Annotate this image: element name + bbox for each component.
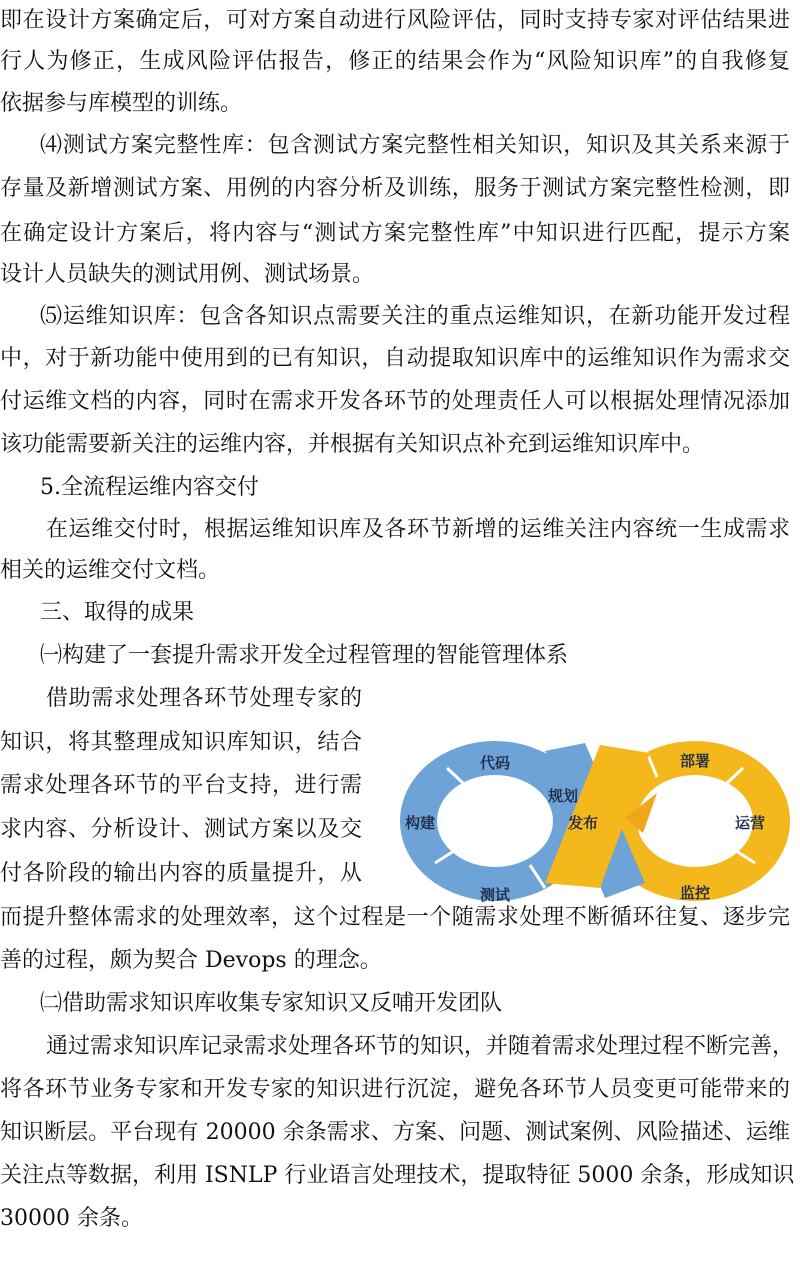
text-line: 依据参与库模型的训练。 xyxy=(0,91,243,116)
text-line: 该功能需要新关注的运维内容，并根据有关知识点补充到运维知识库中。 xyxy=(0,432,705,457)
text-line: 在确定设计方案后，将内容与“测试方案完整性库”中知识进行匹配，提示方案 xyxy=(0,221,790,246)
text-line: 存量及新增测试方案、用例的内容分析及训练，服务于测试方案完整性检测，即 xyxy=(0,176,790,201)
text-line: 即在设计方案确定后，可对方案自动进行风险评估，同时支持专家对评估结果进 xyxy=(0,8,790,33)
paragraph-heading-4: ⑷测试方案完整性库：包含测试方案完整性相关知识，知识及其关系来源于 xyxy=(40,133,790,158)
text-line: 付运维文档的内容，同时在需求开发各环节的处理责任人可以根据处理情况添加 xyxy=(0,389,790,414)
text-line: 而提升整体需求的处理效率，这个过程是一个随需求处理不断循环往复、逐步完 xyxy=(0,905,790,930)
devops-loop-figure xyxy=(395,733,795,908)
text-line: 知识，将其整理成知识库知识，结合 xyxy=(0,730,362,755)
text-line: 将各环节业务专家和开发专家的知识进行沉淀，避免各环节人员变更可能带来的 xyxy=(0,1077,790,1102)
text-line: 求内容、分析设计、测试方案以及交 xyxy=(0,817,362,842)
text-line: 借助需求处理各环节处理专家的 xyxy=(46,686,362,711)
text-line: 关注点等数据，利用 ISNLP 行业语言处理技术，提取特征 5000 余条，形成知识 xyxy=(0,1163,795,1188)
label-fabu: 发布 xyxy=(567,814,599,832)
text-line: 付各阶段的输出内容的质量提升，从 xyxy=(0,861,362,886)
text-line: 设计人员缺失的测试用例、测试场景。 xyxy=(0,262,375,287)
text-line: 善的过程，颇为契合 Devops 的理念。 xyxy=(0,948,382,973)
label-guihua: 规划 xyxy=(547,787,579,805)
label-bushu: 部署 xyxy=(679,752,711,770)
text-line: 在运维交付时，根据运维知识库及各环节新增的运维关注内容统一生成需求 xyxy=(46,517,790,542)
text-line: 30000 余条。 xyxy=(0,1206,143,1231)
label-yunying: 运营 xyxy=(734,814,766,832)
text-line: 行人为修正，生成风险评估报告，修正的结果会作为“风险知识库”的自我修复 xyxy=(0,49,790,74)
label-jiankong: 监控 xyxy=(679,884,711,902)
text-line: 中，对于新功能中使用到的已有知识，自动提取知识库中的运维知识作为需求交 xyxy=(0,346,790,371)
label-goujian: 构建 xyxy=(404,814,436,832)
chapter-heading: 三、取得的成果 xyxy=(40,600,195,625)
text-line: 相关的运维交付文档。 xyxy=(0,558,221,583)
label-daima: 代码 xyxy=(479,754,511,772)
text-line: 通过需求知识库记录需求处理各环节的知识，并随着需求处理过程不断完善， xyxy=(46,1034,795,1059)
subsection-heading: ㈠构建了一套提升需求开发全过程管理的智能管理体系 xyxy=(40,643,569,668)
text-line: 知识断层。平台现有 20000 余条需求、方案、问题、测试案例、风险描述、运维 xyxy=(0,1120,790,1145)
section-heading: 5.全流程运维内容交付 xyxy=(40,475,259,500)
subsection-heading: ㈡借助需求知识库收集专家知识又反哺开发团队 xyxy=(40,991,503,1016)
text-line: 需求处理各环节的平台支持，进行需 xyxy=(0,773,362,798)
label-ceshi: 测试 xyxy=(479,886,511,904)
paragraph-heading-5: ⑸运维知识库：包含各知识点需要关注的重点运维知识，在新功能开发过程 xyxy=(40,304,790,329)
